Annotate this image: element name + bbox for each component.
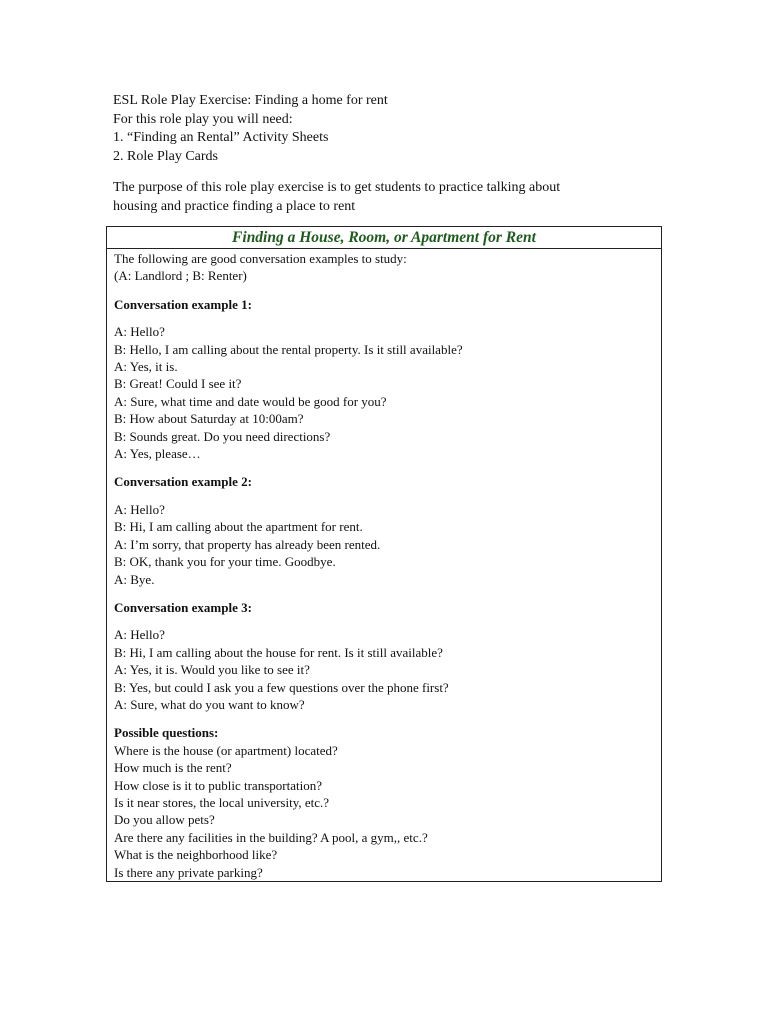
question-line: Where is the house (or apartment) located? <box>114 742 338 758</box>
example-2-heading: Conversation example 2: <box>114 474 252 490</box>
dialogue-line: B: Great! Could I see it? <box>114 376 242 392</box>
dialogue-line: A: Sure, what time and date would be good for you? <box>114 393 387 409</box>
question-line: How close is it to public transportation? <box>114 777 322 793</box>
dialogue-line: A: Yes, it is. Would you like to see it? <box>114 662 310 678</box>
box-title: Finding a House, Room, or Apartment for Rent <box>107 227 661 249</box>
example-3-heading: Conversation example 3: <box>114 599 252 615</box>
question-line: Do you allow pets? <box>114 812 215 828</box>
dialogue-line: A: Hello? <box>114 324 165 340</box>
dialogue-line: A: Yes, it is. <box>114 359 178 375</box>
purpose-paragraph <box>113 178 653 216</box>
header-requirement-1: 1. “Finding an Rental” Activity Sheets <box>113 130 329 145</box>
question-line: What is the neighborhood like? <box>114 847 278 863</box>
dialogue-line: B: Yes, but could I ask you a few questions over the phone first? <box>114 679 449 695</box>
purpose-line: housing and practice finding a place to rent <box>113 199 356 214</box>
box-body <box>107 249 661 881</box>
dialogue-line: A: Yes, please… <box>114 446 201 462</box>
dialogue-line: B: Hi, I am calling about the apartment for rent. <box>114 519 363 535</box>
dialogue-line: A: I’m sorry, that property has already been rented. <box>114 536 381 552</box>
dialogue-line: B: OK, thank you for your time. Goodbye. <box>114 554 336 570</box>
dialogue-line: B: Sounds great. Do you need directions? <box>114 428 331 444</box>
question-line: How much is the rent? <box>114 760 232 776</box>
dialogue-line: B: Hello, I am calling about the rental property. Is it still available? <box>114 341 463 357</box>
document-header <box>113 92 673 166</box>
header-title: ESL Role Play Exercise: Finding a home for rent <box>113 93 388 108</box>
question-line: Is it near stores, the local university, etc.? <box>114 794 330 810</box>
conversation-box <box>106 226 662 882</box>
dialogue-line: A: Hello? <box>114 501 165 517</box>
intro-line: The following are good conversation examples to study: <box>114 251 407 266</box>
header-requirement-2: 2. Role Play Cards <box>113 148 218 164</box>
dialogue-line: B: Hi, I am calling about the house for rent. Is it still available? <box>114 644 443 660</box>
question-line: Is there any private parking? <box>114 864 263 880</box>
example-1-heading: Conversation example 1: <box>114 296 252 312</box>
question-line: Are there any facilities in the building? A pool, a gym,, etc.? <box>114 829 428 845</box>
dialogue-line: B: How about Saturday at 10:00am? <box>114 411 304 427</box>
dialogue-line: A: Bye. <box>114 571 155 587</box>
intro-line: (A: Landlord ; B: Renter) <box>114 268 247 284</box>
dialogue-line: A: Sure, what do you want to know? <box>114 696 305 712</box>
header-requirements-intro: For this role play you will need: <box>113 111 293 127</box>
purpose-line: The purpose of this role play exercise is to get students to practice talking about <box>113 180 561 195</box>
dialogue-line: A: Hello? <box>114 627 165 643</box>
questions-heading: Possible questions: <box>114 725 219 741</box>
